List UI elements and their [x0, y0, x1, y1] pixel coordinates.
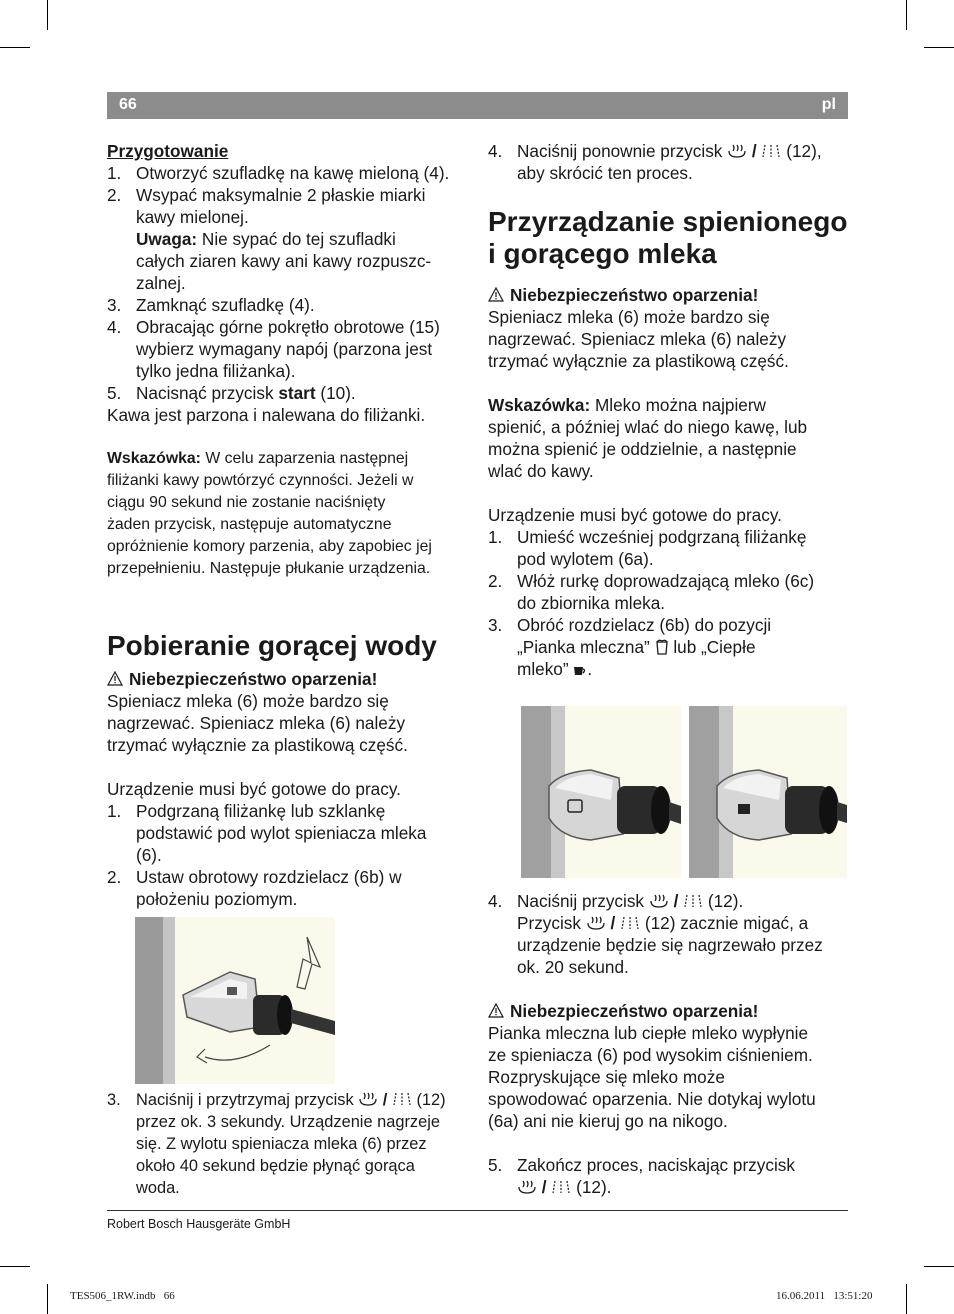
page-number: 66 — [119, 96, 137, 113]
footer-company: Robert Bosch Hausgeräte GmbH — [107, 1217, 291, 1231]
left-step3 — [107, 1089, 469, 1199]
list-item: 4. Obracając górne pokrętło obrotowe (15) wybierz wymagany napój (parzona jest tylko jedna filiżanka). — [107, 317, 440, 381]
list-item: 3. Obróć rozdzielacz (6b) do pozycji „Pianka mleczna” lub „Ciepłe mleko” . — [488, 615, 772, 679]
list-item: 5. Zakończ proces, naciskając przycisk / (12). — [488, 1155, 795, 1197]
frother-milk-position-illustration — [689, 706, 847, 878]
list-item: 2. Ustaw obrotowy rozdzielacz (6b) w położeniu poziomym. — [107, 867, 402, 909]
footer-divider — [107, 1210, 848, 1211]
hot-water-icon — [392, 1091, 412, 1107]
warning-heading: Niebezpieczeństwo oparzenia! — [107, 668, 469, 690]
steam-icon — [727, 143, 747, 159]
list-item: 1. Umieść wcześniej podgrzaną filiżankę pod wylotem (6a). — [488, 527, 807, 569]
slug-datetime: 16.06.2011 13:51:20 — [776, 1290, 873, 1302]
tip-paragraph: Wskazówka: W celu zaparzenia następnej filiżanki kawy powtórzyć czynności. Jeżeli w ciągu 90 sekund nie zostanie naciśnięty żaden przycisk, następuje automatyczne opróżnienie komory parzenia, aby zapobiec jej przepełnieniu. Następuje płukanie urządzenia. — [107, 450, 432, 577]
cup-icon — [227, 987, 237, 995]
warning-text: Spieniacz mleka (6) może bardzo się nagrzewać. Spieniacz mleka (6) należy trzymać wyłącznie za plastikową część. — [488, 307, 789, 371]
crop-mark — [924, 1266, 954, 1267]
warning-heading: Niebezpieczeństwo oparzenia! — [488, 1000, 850, 1022]
frother-horizontal-illustration — [135, 917, 335, 1084]
crop-mark — [906, 1284, 907, 1314]
warning-heading: Niebezpieczeństwo oparzenia! — [488, 284, 850, 306]
warning-text: Pianka mleczna lub ciepłe mleko wypłynie ze spieniacza (6) pod wysokim ciśnieniem. Rozpryskujące się mleko może spowodować oparzenia. Nie dotykaj wylotu (6a) ani nie kieruj go na nikogo. — [488, 1023, 816, 1131]
ready-text: Urządzenie musi być gotowe do pracy. — [107, 779, 401, 799]
hot-water-icon — [761, 143, 781, 159]
uwaga-label: Uwaga: — [136, 229, 198, 249]
water-list — [107, 800, 469, 910]
warm-milk-icon — [573, 663, 587, 677]
crop-mark — [906, 0, 907, 30]
warning-icon — [488, 1003, 504, 1018]
ready-text: Urządzenie musi być gotowe do pracy. — [488, 505, 782, 525]
list-item: 2. Włóż rurkę doprowadzającą mleko (6c) do zbiornika mleka. — [488, 571, 815, 613]
list-item: 4. Naciśnij przycisk / (12). Przycisk / (12) zacznie migać, a urządzenie będzie się nagrzewało przez ok. 20 sekund. — [488, 891, 823, 977]
list-item: 3. Zamknąć szufladkę (4). — [107, 295, 315, 315]
warning-text: Spieniacz mleka (6) może bardzo się nagrzewać. Spieniacz mleka (6) należy trzymać wyłącznie za plastikową część. — [107, 691, 408, 755]
list-item: 1. Podgrzaną filiżankę lub szklankę podstawić pod wylot spieniacza mleka (6). — [107, 801, 427, 865]
crop-mark — [0, 1266, 30, 1267]
steam-icon — [586, 915, 606, 931]
hot-water-icon — [551, 1179, 571, 1195]
steam-icon — [358, 1091, 378, 1107]
left-column — [107, 140, 469, 910]
crop-mark — [0, 47, 30, 48]
section-heading-milk: Przyrządzanie spienionego i gorącego mleka — [488, 206, 848, 269]
warning-icon — [107, 671, 123, 686]
crop-mark — [47, 1284, 48, 1314]
steam-icon — [517, 1179, 537, 1195]
language-code: pl — [821, 96, 836, 113]
list-item: 2. Wsypać maksymalnie 2 płaskie miarki kawy mielonej. Uwaga: Nie sypać do tej szufladki całych ziaren kawy ani kawy rozpuszc- zalnej. — [107, 185, 432, 293]
warm-milk-icon — [738, 804, 750, 814]
list-item: 1. Otworzyć szufladkę na kawę mieloną (4). — [107, 163, 450, 183]
brew-text: Kawa jest parzona i nalewana do filiżanki. — [107, 405, 426, 425]
list-item: 3. Naciśnij i przytrzymaj przycisk / (12) przez ok. 3 sekundy. Urządzenie nagrzeje się. Z wylotu spieniacza mleka (6) przez około 40 sekund będzie płynąć gorąca woda. — [107, 1091, 446, 1197]
slug-file: TES506_1RW.indb 66 — [70, 1290, 175, 1302]
prep-list — [107, 162, 469, 404]
crop-mark — [924, 47, 954, 48]
frother-foam-position-illustration — [521, 706, 681, 878]
tip-paragraph: Wskazówka: Mleko można najpierw spienić, a później wlać do niego kawę, lub można spienić je oddzielnie, a następnie wlać do kawy. — [488, 395, 808, 481]
hot-water-icon — [683, 893, 703, 909]
page-header — [107, 92, 848, 119]
list-item: 5. Nacisnąć przycisk start (10). — [107, 383, 356, 403]
list-item: 4. Naciśnij ponownie przycisk / (12), aby skrócić ten proces. — [488, 141, 822, 183]
milk-foam-icon — [655, 639, 669, 655]
warning-icon — [488, 287, 504, 302]
hot-water-icon — [620, 915, 640, 931]
prep-heading: Przygotowanie — [107, 141, 229, 161]
section-heading-hot-water: Pobieranie gorącej wody — [107, 630, 437, 661]
steam-icon — [649, 893, 669, 909]
milk-list — [488, 526, 850, 680]
crop-mark — [47, 0, 48, 30]
right-column-lower — [488, 890, 850, 1198]
right-column — [488, 140, 850, 680]
